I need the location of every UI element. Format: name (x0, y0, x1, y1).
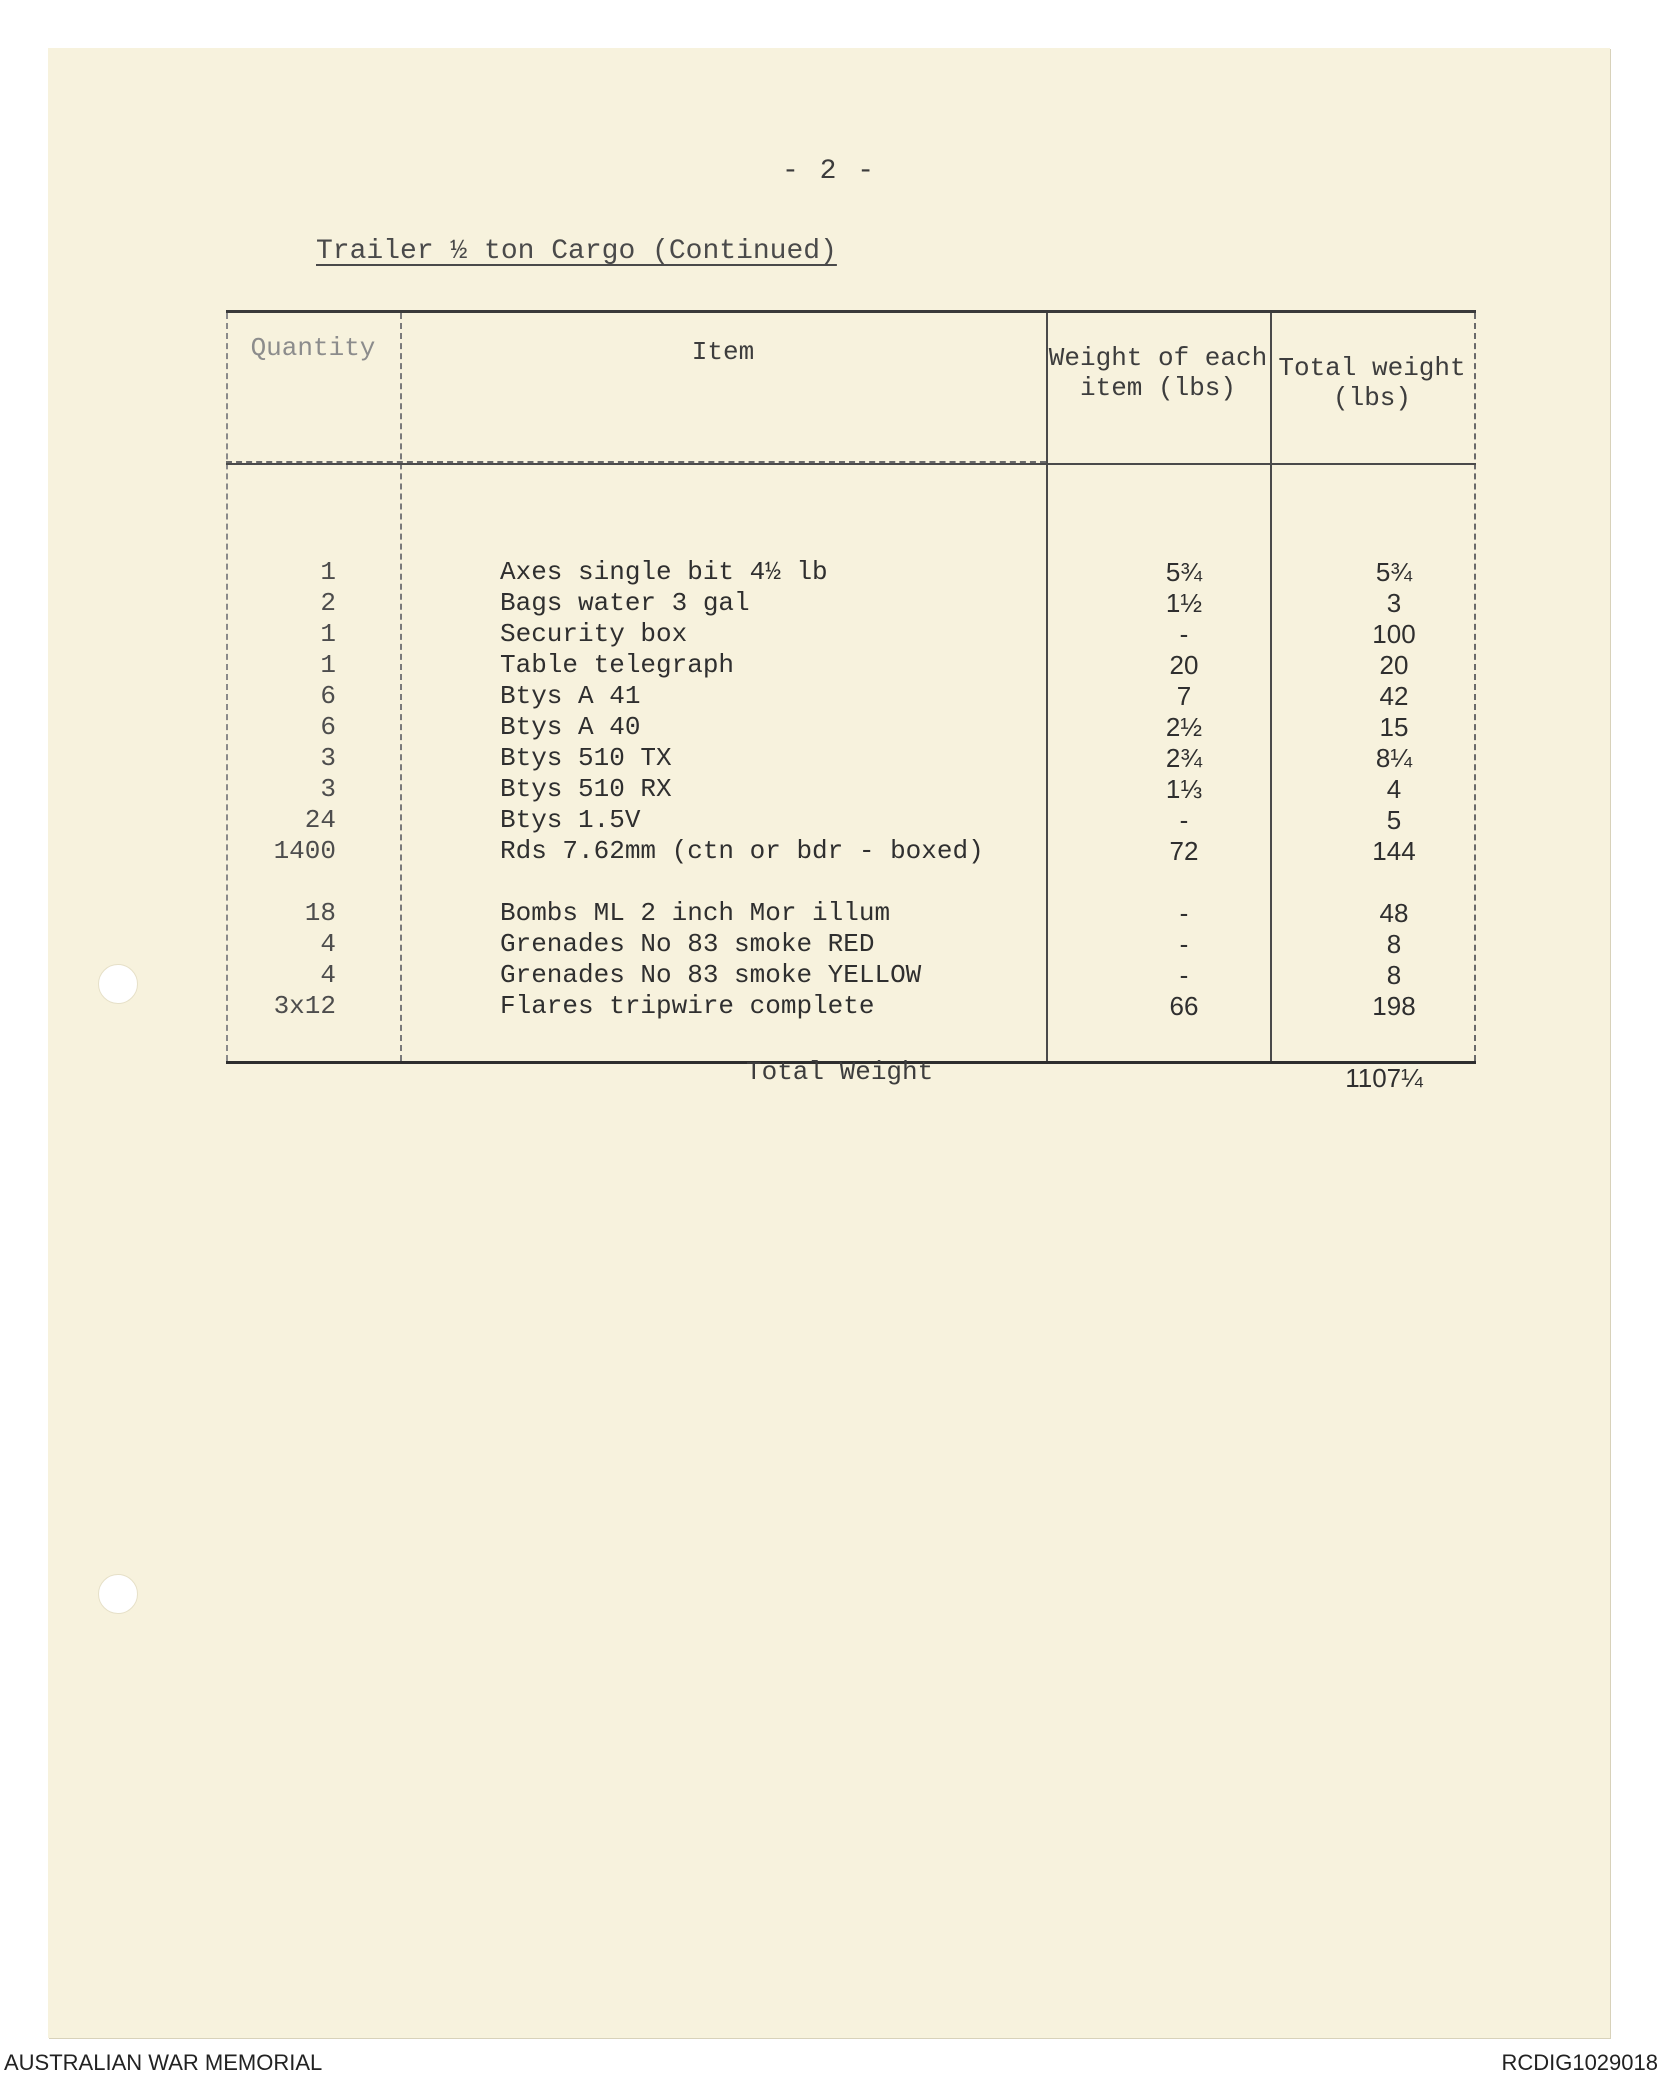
cell-weight-each: 2½ (1165, 712, 1203, 742)
cell-weight-each: 1½ (1165, 588, 1203, 618)
cell-total-weight: 48 (1379, 898, 1409, 928)
table-row (226, 619, 1476, 650)
cell-total-weight: 100 (1372, 619, 1416, 649)
table-row (226, 836, 1476, 867)
table-row (226, 557, 1476, 588)
header-divider (226, 463, 1476, 465)
cell-quantity: 6 (320, 712, 336, 742)
archive-credit: AUSTRALIAN WAR MEMORIAL (4, 2050, 323, 2075)
table-row (226, 805, 1476, 836)
cell-total-weight: 198 (1372, 991, 1416, 1021)
cell-weight-each: 72 (1169, 836, 1199, 866)
cell-weight-each: 20 (1169, 650, 1199, 680)
cell-weight-each: 66 (1169, 991, 1199, 1021)
cell-weight-each: 1⅓ (1165, 774, 1203, 804)
cell-total-weight: 5 (1386, 805, 1402, 835)
total-weight-label: Total Weight (746, 1057, 934, 1087)
cell-weight-each: 7 (1176, 681, 1192, 711)
cell-total-weight: 5¾ (1375, 557, 1413, 587)
cell-item: Grenades No 83 smoke RED (500, 929, 875, 959)
cell-total-weight: 3 (1386, 588, 1402, 618)
total-weight-value: 1107¼ (1345, 1063, 1423, 1093)
cell-total-weight: 4 (1386, 774, 1402, 804)
cell-item: Bags water 3 gal (500, 588, 750, 618)
page-number: - 2 - (781, 156, 876, 187)
cell-quantity: 2 (320, 588, 336, 618)
cell-item: Bombs ML 2 inch Mor illum (500, 898, 891, 928)
document-title: Trailer ½ ton Cargo (Continued) (316, 236, 837, 267)
punch-hole-bottom (98, 1574, 138, 1614)
cell-total-weight: 8 (1386, 929, 1402, 959)
header-total-weight: Total weight (lbs) (1278, 353, 1466, 413)
header-item: Item (691, 337, 755, 367)
cell-item: Grenades No 83 smoke YELLOW (500, 960, 922, 990)
table-row (226, 588, 1476, 619)
cell-total-weight: 15 (1379, 712, 1409, 742)
cell-quantity: 1400 (273, 836, 336, 866)
cargo-table (226, 310, 1476, 1093)
document-page (48, 48, 1610, 2038)
cell-item: Rds 7.62mm (ctn or bdr - boxed) (500, 836, 984, 866)
cell-item: Btys 510 TX (500, 743, 672, 773)
cell-quantity: 6 (320, 681, 336, 711)
header-weight-each: Weight of each item (lbs) (1048, 343, 1268, 403)
table-row (226, 960, 1476, 991)
cell-quantity: 4 (320, 960, 336, 990)
archive-reference: RCDIG1029018 (1501, 2050, 1658, 2075)
cell-weight-each: - (1179, 619, 1189, 649)
cell-weight-each: 5¾ (1165, 557, 1203, 587)
cell-item: Axes single bit 4½ lb (500, 557, 828, 587)
cell-quantity: 1 (320, 619, 336, 649)
cell-item: Flares tripwire complete (500, 991, 875, 1021)
cell-quantity: 3 (320, 743, 336, 773)
punch-hole-top (98, 964, 138, 1004)
cell-item: Btys 510 RX (500, 774, 672, 804)
cell-total-weight: 20 (1379, 650, 1409, 680)
cell-quantity: 3x12 (273, 991, 336, 1021)
cell-item: Btys A 40 (500, 712, 641, 742)
cell-weight-each: - (1179, 960, 1189, 990)
cell-quantity: 24 (304, 805, 336, 835)
cell-quantity: 1 (320, 557, 336, 587)
table-row (226, 991, 1476, 1022)
cell-item: Table telegraph (500, 650, 735, 680)
table-row (226, 898, 1476, 929)
cell-quantity: 18 (304, 898, 336, 928)
cell-quantity: 3 (320, 774, 336, 804)
cell-item: Btys A 41 (500, 681, 641, 711)
header-quantity: Quantity (250, 333, 376, 363)
cell-item: Btys 1.5V (500, 805, 641, 835)
table-row (226, 650, 1476, 681)
cell-weight-each: - (1179, 805, 1189, 835)
cell-quantity: 1 (320, 650, 336, 680)
cell-weight-each: - (1179, 898, 1189, 928)
cell-total-weight: 8¼ (1375, 743, 1413, 773)
cell-total-weight: 8 (1386, 960, 1402, 990)
table-row (226, 712, 1476, 743)
table-row (226, 929, 1476, 960)
table-row (226, 743, 1476, 774)
cell-item: Security box (500, 619, 688, 649)
table-row (226, 774, 1476, 805)
cell-total-weight: 144 (1372, 836, 1416, 866)
table-row (226, 681, 1476, 712)
cell-quantity: 4 (320, 929, 336, 959)
cell-weight-each: - (1179, 929, 1189, 959)
cell-weight-each: 2¾ (1165, 743, 1203, 773)
cell-total-weight: 42 (1379, 681, 1409, 711)
